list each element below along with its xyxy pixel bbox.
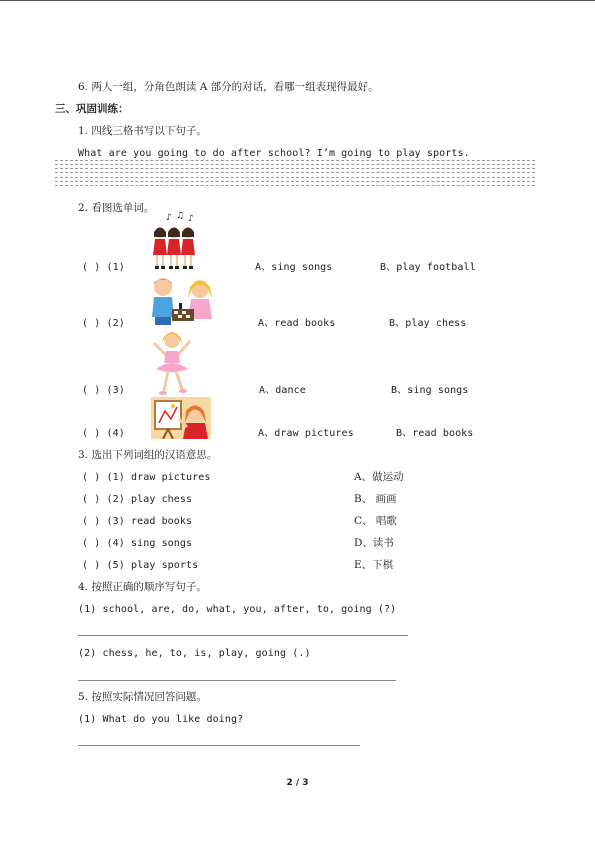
exercise-2-title: 2. 看图选单词。 [78,202,155,214]
ex3-item-5-meaning: E、下棋 [354,559,394,571]
exercise-5-title: 5. 按照实际情况回答问题。 [78,691,207,703]
writing-line [55,177,535,178]
writing-line [55,172,535,173]
svg-text:♫: ♫ [176,211,185,221]
ex3-item-3-phrase: ( ) (3) read books [82,516,193,527]
exercise-4-title: 4. 按照正确的顺序写句子。 [78,581,207,593]
answer-line [78,635,408,636]
activity-6: 6. 两人一组，分角色朗读 A 部分的对话，看哪一组表现得最好。 [78,81,379,93]
children-playing-chess-image [150,275,216,327]
section-3-title: 三、巩固训练： [55,103,129,115]
ex2-item-4-option-a: A、draw pictures [258,428,354,439]
ex3-item-1-meaning: A、做运动 [354,471,404,483]
svg-text:♪: ♪ [188,214,194,224]
ex2-item-1-number: ( ) (1) [82,262,125,273]
ex3-item-4-phrase: ( ) (4) sing songs [82,538,193,549]
ex3-item-1-phrase: ( ) (1) draw pictures [82,472,211,483]
children-singing-image [148,211,204,271]
writing-line [55,168,535,169]
ex2-item-3-option-b: B、sing songs [391,385,469,396]
page-number: 2 / 3 [286,778,309,788]
ex2-item-2-number: ( ) (2) [82,318,125,329]
ex3-item-5-phrase: ( ) (5) play sports [82,560,199,571]
writing-line [55,160,535,161]
ex4-item-1: (1) school, are, do, what, you, after, to, going (?) [78,604,397,615]
exercise-1-sentence: What are you going to do after school? I’m going to play sports. [78,148,470,159]
ex2-item-4-option-b: B、read books [396,428,474,439]
ex3-item-4-meaning: D、读书 [354,537,394,549]
ex3-item-2-meaning: B、 画画 [354,493,397,505]
writing-line [55,181,535,182]
answer-line [78,680,396,681]
ex2-item-2-option-b: B、play chess [389,318,467,329]
exercise-3-title: 3. 选出下列词组的汉语意思。 [78,449,218,461]
ex2-item-4-number: ( ) (4) [82,428,125,439]
ex2-item-1-option-a: A、sing songs [255,262,333,273]
ex4-item-2: (2) chess, he, to, is, play, going (.) [78,648,311,659]
ex5-item-1: (1) What do you like doing? [78,714,244,725]
page-top-border [0,0,595,1]
ex3-item-3-meaning: C、 唱歌 [354,515,397,527]
girl-drawing-image [151,397,211,439]
ex2-item-3-option-a: A、dance [259,385,306,396]
ex2-item-2-option-a: A、read books [258,318,336,329]
svg-text:♪: ♪ [166,213,172,223]
girl-dancing-image [150,329,192,397]
ex2-item-3-number: ( ) (3) [82,385,125,396]
writing-line [55,185,535,186]
answer-line [78,745,360,746]
ex2-item-1-option-b: B、play football [380,262,476,273]
ex3-item-2-phrase: ( ) (2) play chess [82,494,193,505]
exercise-1-title: 1. 四线三格书写以下句子。 [78,125,207,137]
writing-line [55,164,535,165]
